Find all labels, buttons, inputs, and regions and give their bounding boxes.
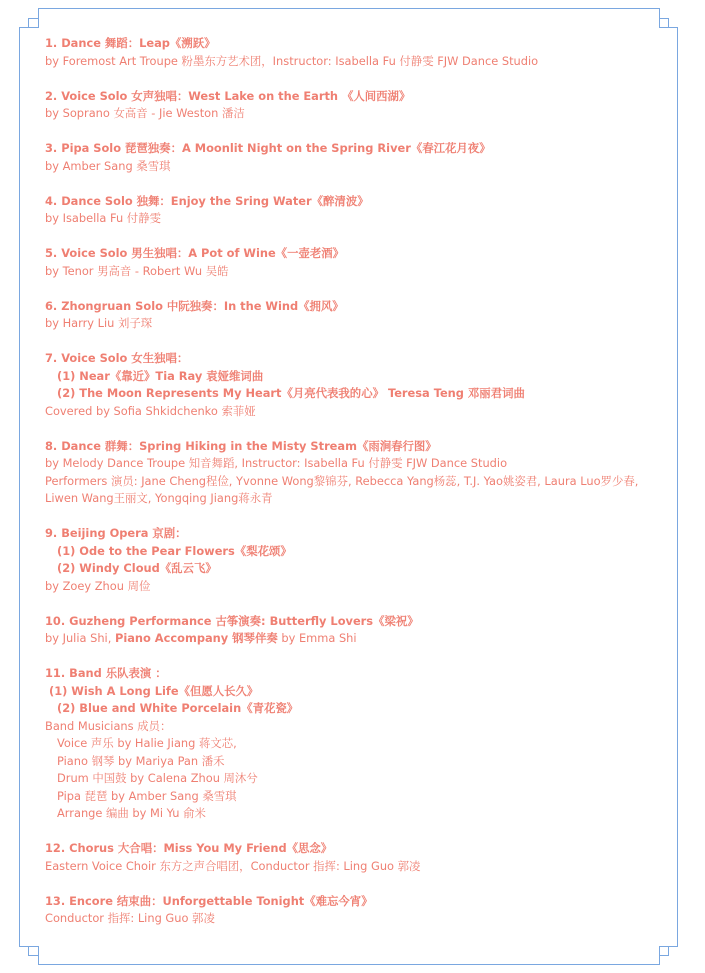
program-item-3 — [45, 140, 675, 175]
program-item-13 — [45, 893, 675, 928]
item-performer: by Isabella Fu 付静雯 — [45, 211, 161, 225]
item-title: 7. Voice Solo 女生独唱： — [45, 351, 189, 365]
item-title: 13. Encore 结束曲：Unforgettable Tonight《难忘今宵》 — [45, 893, 373, 908]
program-item-4 — [45, 193, 675, 228]
item-title: 5. Voice Solo 男生独唱：A Pot of Wine《一壶老酒》 — [45, 246, 345, 260]
program-item-6 — [45, 298, 675, 333]
item-title: 2. Voice Solo 女声独唱：West Lake on the Earth 《人间西湖》 — [45, 88, 411, 103]
item-performer: by Melody Dance Troupe 知音舞蹈, Instructor: Isabella Fu 付静雯 FJW Dance Studio — [45, 456, 508, 470]
item-performers-list: Performers 演员: Jane Cheng程俭, Yvonne Wong黎锦芬, Rebecca Yang杨蕊, T.J. Yao姚姿君, Laura Luo罗少春, Liwen Wang王丽文, Yongqing Jiang蒋永青 — [45, 473, 639, 505]
musician-line: Piano 钢琴 by Mariya Pan 潘禾 — [57, 753, 225, 768]
musician-line: Arrange 编曲 by Mi Yu 俞米 — [57, 806, 206, 820]
item-title: 3. Pipa Solo 琵琶独奏：A Moonlit Night on the Spring River《春江花月夜》 — [45, 141, 491, 155]
item-piece-2: (2) Windy Cloud《乱云飞》 — [57, 561, 217, 575]
item-performer: by Foremost Art Troupe 粉墨东方艺术团，Instructor: Isabella Fu 付静雯 FJW Dance Studio — [45, 53, 539, 68]
musician-line: Drum 中国鼓 by Calena Zhou 周沐兮 — [57, 771, 258, 785]
program-item-9 — [45, 525, 675, 595]
musicians-label: Band Musicians 成员： — [45, 718, 172, 733]
program-item-11 — [45, 665, 675, 823]
musician-line: Voice 声乐 by Halie Jiang 蒋文芯, — [57, 736, 237, 750]
item-title: 12. Chorus 大合唱：Miss You My Friend《思念》 — [45, 841, 333, 855]
item-song-2: (2) Blue and White Porcelain《青花瓷》 — [57, 701, 299, 715]
item-performer — [45, 630, 675, 648]
program-item-12 — [45, 840, 675, 875]
item-performer: by Amber Sang 桑雪琪 — [45, 158, 171, 173]
performer-name: by Julia Shi, — [45, 631, 112, 645]
item-song-2: (2) The Moon Represents My Heart《月亮代表我的心》 Teresa Teng 邓丽君词曲 — [57, 386, 525, 400]
item-title: 11. Band 乐队表演 ： — [45, 666, 167, 680]
musician-line: Pipa 琵琶 by Amber Sang 桑雪琪 — [57, 788, 237, 803]
item-performer: Covered by Sofia Shkidchenko 索菲娅 — [45, 403, 256, 418]
item-title: 4. Dance Solo 独舞：Enjoy the Sring Water《醉清波》 — [45, 193, 369, 208]
program-item-1 — [45, 35, 675, 70]
program-item-5 — [45, 245, 675, 280]
item-song-1: (1) Wish A Long Life《但愿人长久》 — [49, 683, 259, 698]
item-title: 10. Guzheng Performance 古筝演奏: Butterfly Lovers《梁祝》 — [45, 613, 419, 628]
item-piece-1: (1) Ode to the Pear Flowers《梨花颂》 — [57, 543, 292, 558]
item-performer: by Tenor 男高音 - Robert Wu 吴皓 — [45, 263, 229, 278]
item-title: 9. Beijing Opera 京剧： — [45, 526, 187, 540]
item-performer: by Soprano 女高音 - Jie Weston 潘洁 — [45, 106, 245, 120]
item-song-1: (1) Near《靠近》Tia Ray 袁娅维词曲 — [57, 368, 264, 383]
item-title: 1. Dance 舞蹈：Leap《溯跃》 — [45, 36, 216, 50]
item-title: 6. Zhongruan Solo 中阮独奏：In the Wind《拥风》 — [45, 298, 344, 313]
item-performer: by Zoey Zhou 周俭 — [45, 578, 151, 593]
program-item-8 — [45, 438, 675, 508]
program-list — [45, 35, 675, 945]
accompany-label: Piano Accompany 钢琴伴奏 — [114, 631, 278, 645]
item-title: 8. Dance 群舞：Spring Hiking in the Misty Stream《雨涧春行图》 — [45, 438, 437, 453]
item-performer: by Harry Liu 刘子琛 — [45, 316, 153, 330]
program-item-2 — [45, 88, 675, 123]
accompanist-name: by Emma Shi — [281, 631, 357, 645]
program-item-7 — [45, 350, 675, 420]
item-performer: Conductor 指挥: Ling Guo 郭凌 — [45, 911, 215, 925]
item-performer: Eastern Voice Choir 东方之声合唱团，Conductor 指挥: Ling Guo 郭凌 — [45, 858, 421, 873]
program-item-10 — [45, 613, 675, 648]
